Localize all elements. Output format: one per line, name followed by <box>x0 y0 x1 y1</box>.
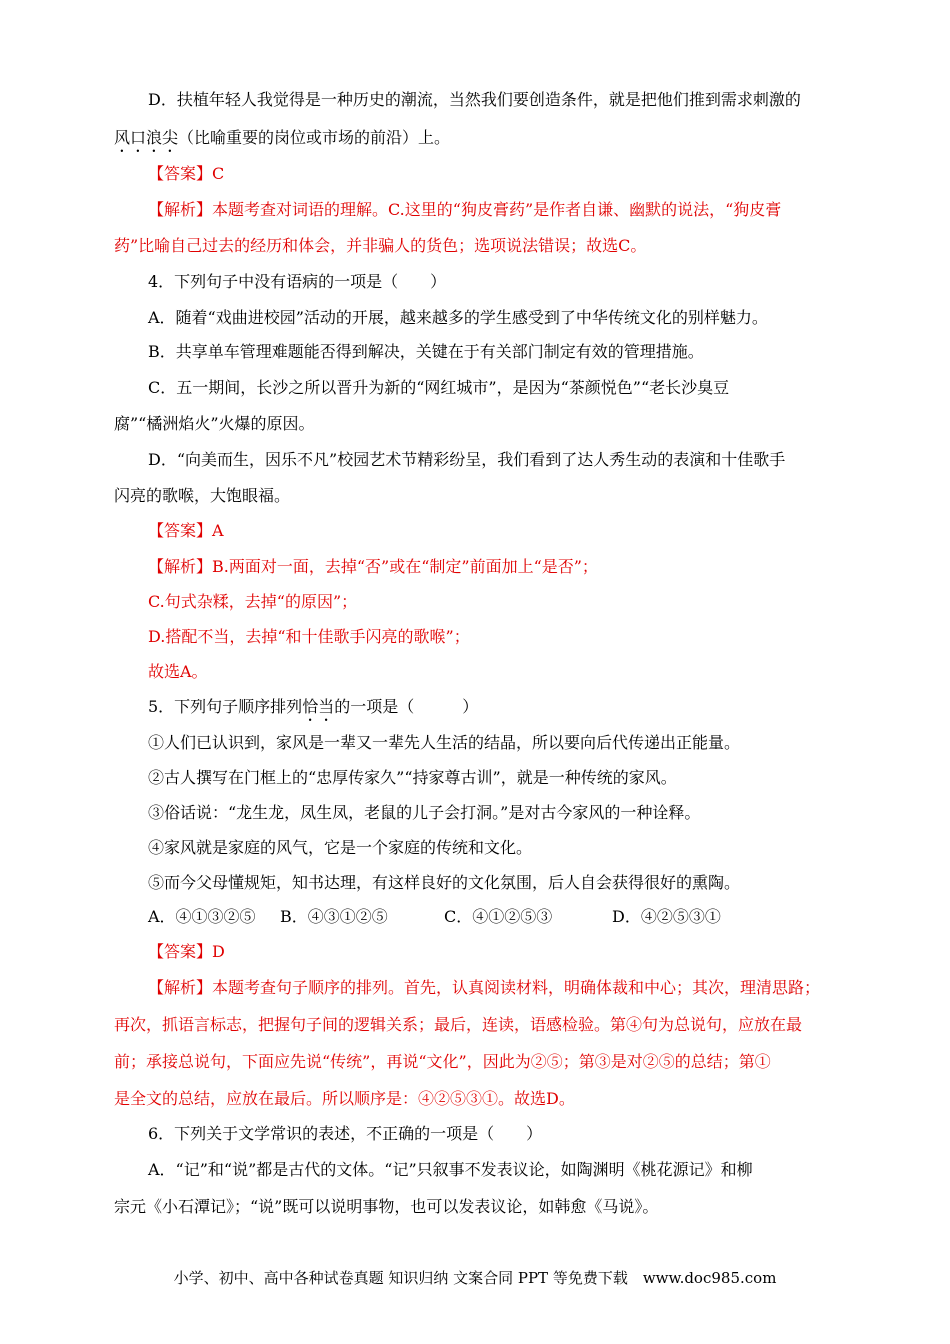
q4-option-c-line2: 腐”“橘洲焰火”火爆的原因。 <box>114 414 315 433</box>
q6-option-a-line2: 宗元《小石潭记》；“说”既可以说明事物，也可以发表议论，如韩愈《马说》。 <box>114 1197 659 1216</box>
q3-option-d-line2 <box>114 128 450 156</box>
q5-stem-post: 的一项是（ ） <box>334 697 479 716</box>
q3-answer: 【答案】C <box>148 164 225 183</box>
page-footer: 小学、初中、高中各种试卷真题 知识归纳 文案合同 PPT 等免费下载 www.doc985.com <box>173 1269 777 1287</box>
q5-sentence-3: ③俗话说：“龙生龙，凤生凤，老鼠的儿子会打洞。”是对古今家风的一种诠释。 <box>148 803 701 822</box>
emphasized-term: 恰当 <box>302 697 335 716</box>
q4-analysis-line4: 故选A。 <box>148 662 208 681</box>
q5-option-c: C．④①②⑤③ <box>444 907 553 926</box>
q5-option-d: D．④②⑤③① <box>612 907 721 926</box>
q5-stem <box>148 697 478 725</box>
q5-answer: 【答案】D <box>148 942 225 961</box>
q4-option-b: B．共享单车管理难题能否得到解决，关键在于有关部门制定有效的管理措施。 <box>148 342 704 361</box>
q5-analysis-line2: 再次，抓语言标志，把握句子间的逻辑关系；最后，连读，语感检验。第④句为总说句，应放在最 <box>114 1015 803 1034</box>
q5-analysis-line1: 【解析】本题考查句子顺序的排列。首先，认真阅读材料，明确体裁和中心；其次，理清思路； <box>148 978 821 997</box>
q3-analysis-line2: 药”比喻自己过去的经历和体会，并非骗人的货色；选项说法错误；故选C。 <box>114 236 647 255</box>
q3-option-d-line2-rest: （比喻重要的岗位或市场的前沿）上。 <box>178 128 451 147</box>
q4-option-c-line1: C．五一期间，长沙之所以晋升为新的“网红城市”，是因为“茶颜悦色”“老长沙臭豆 <box>148 378 730 397</box>
q6-option-a-line1: A．“记”和“说”都是古代的文体。“记”只叙事不发表议论，如陶渊明《桃花源记》和柳 <box>148 1160 753 1179</box>
q4-analysis-line3: D.搭配不当，去掉“和十佳歌手闪亮的歌喉”； <box>148 627 470 646</box>
q5-sentence-5: ⑤而今父母懂规矩，知书达理，有这样良好的文化氛围，后人自会获得很好的熏陶。 <box>148 873 741 892</box>
q5-sentence-2: ②古人撰写在门框上的“忠厚传家久”“持家尊古训”，就是一种传统的家风。 <box>148 768 677 787</box>
q3-option-d-line1: D．扶植年轻人我觉得是一种历史的潮流，当然我们要创造条件，就是把他们推到需求刺激的 <box>148 90 801 109</box>
q5-option-b: B．④③①②⑤ <box>280 907 388 926</box>
q5-analysis-line4: 是全文的总结，应放在最后。所以顺序是：④②⑤③①。故选D。 <box>114 1089 575 1108</box>
q5-analysis-line3: 前；承接总说句，下面应先说“传统”，再说“文化”，因此为②⑤；第③是对②⑤的总结；第① <box>114 1052 771 1071</box>
q4-answer: 【答案】A <box>148 521 224 540</box>
q4-option-d-line1: D．“向美而生，因乐不凡”校园艺术节精彩纷呈，我们看到了达人秀生动的表演和十佳歌手 <box>148 450 786 469</box>
q4-analysis-line1: 【解析】B.两面对一面，去掉“否”或在“制定”前面加上“是否”； <box>148 557 598 576</box>
q5-stem-pre: 5．下列句子顺序排列 <box>148 697 303 716</box>
q4-analysis-line2: C.句式杂糅，去掉“的原因”； <box>148 592 358 611</box>
q3-analysis-line1: 【解析】本题考查对词语的理解。C.这里的“狗皮膏药”是作者自谦、幽默的说法，“狗皮膏 <box>148 200 782 219</box>
q5-sentence-4: ④家风就是家庭的风气，它是一个家庭的传统和文化。 <box>148 838 533 857</box>
q4-stem: 4．下列句子中没有语病的一项是（ ） <box>148 272 447 291</box>
q5-option-a: A．④①③②⑤ <box>148 907 256 926</box>
q6-stem: 6．下列关于文学常识的表述，不正确的一项是（ ） <box>148 1124 543 1143</box>
q5-sentence-1: ①人们已认识到，家风是一辈又一辈先人生活的结晶，所以要向后代传递出正能量。 <box>148 733 741 752</box>
emphasized-term: 风口浪尖 <box>114 128 179 147</box>
q4-option-d-line2: 闪亮的歌喉，大饱眼福。 <box>114 486 291 505</box>
q4-option-a: A．随着“戏曲进校园”活动的开展，越来越多的学生感受到了中华传统文化的别样魅力。 <box>148 308 768 327</box>
